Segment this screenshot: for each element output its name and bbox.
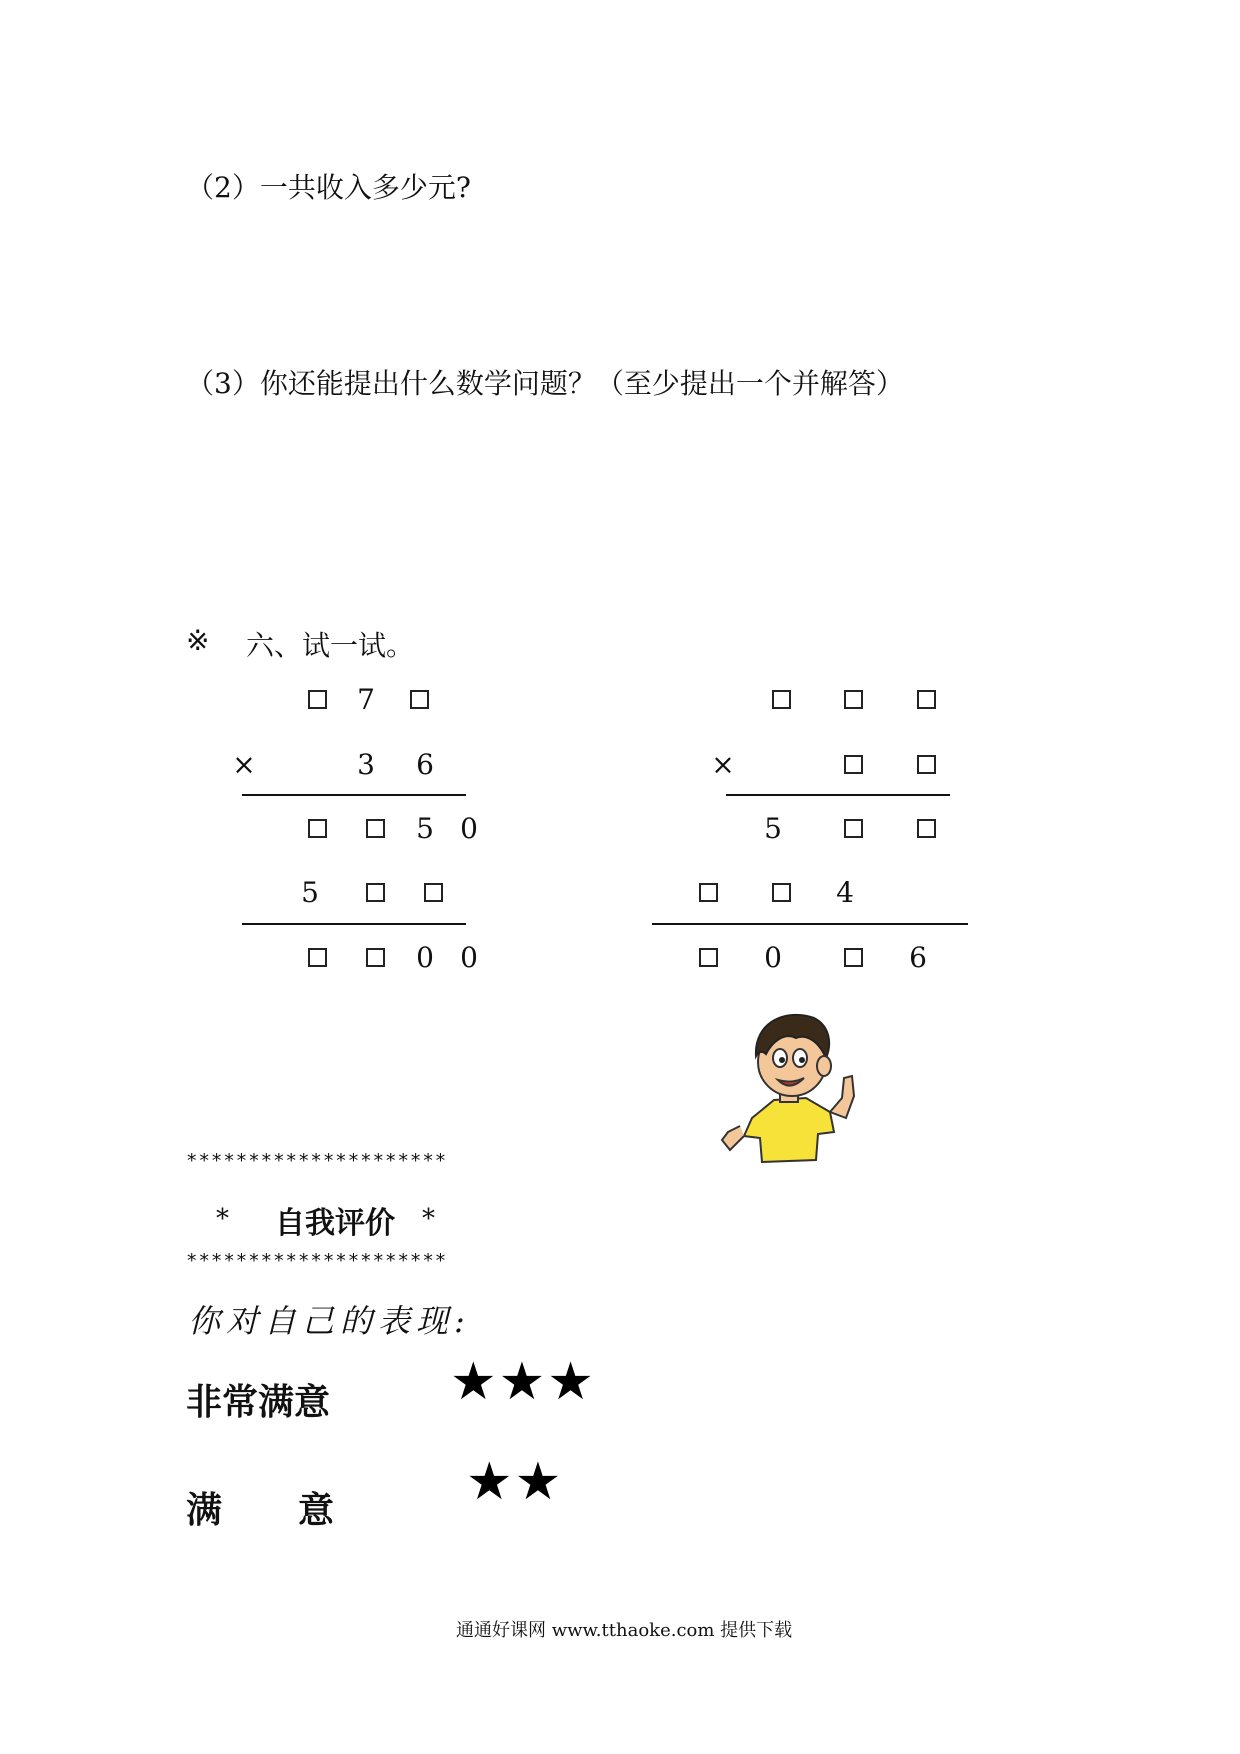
question-3: （3）你还能提出什么数学问题？（至少提出一个并解答） [186, 367, 904, 400]
digit: 3 [357, 748, 375, 781]
answer-box[interactable] [772, 690, 791, 709]
rule-line [726, 794, 950, 796]
answer-box[interactable] [308, 948, 327, 967]
rule-line [242, 923, 466, 925]
answer-box[interactable] [366, 883, 385, 902]
answer-box[interactable] [699, 948, 718, 967]
digit: 4 [836, 876, 854, 909]
digit: 5 [416, 812, 434, 845]
digit: 0 [764, 941, 782, 974]
digit: 7 [357, 683, 375, 716]
star-icon-row-two: ★★ [466, 1452, 564, 1512]
digit: 0 [460, 812, 478, 845]
footer-credit: 通通好课网 www.tthaoke.com 提供下载 [456, 1620, 793, 1641]
digit: 5 [764, 812, 782, 845]
answer-box[interactable] [917, 690, 936, 709]
section-title: 六、试一试。 [246, 629, 415, 662]
star-icon-row-three: ★★★ [450, 1352, 596, 1412]
self-eval-prompt: 你对自己的表现: [188, 1302, 471, 1340]
asterisk-border-bottom: ********************* [186, 1250, 448, 1272]
asterisk-border-top: ********************* [186, 1150, 448, 1172]
rule-line [652, 923, 968, 925]
section-mark: ※ [186, 624, 210, 657]
answer-box[interactable] [917, 755, 936, 774]
answer-box[interactable] [844, 690, 863, 709]
rule-line [242, 794, 466, 796]
digit: 0 [416, 941, 434, 974]
multiply-sign: × [711, 748, 735, 781]
answer-box[interactable] [308, 819, 327, 838]
answer-box[interactable] [410, 690, 429, 709]
digit: 6 [909, 941, 927, 974]
cartoon-boy-illustration [714, 1000, 864, 1170]
answer-box[interactable] [844, 948, 863, 967]
side-asterisk-right: * [422, 1204, 435, 1234]
self-eval-title: 自我评价 [275, 1206, 395, 1241]
answer-box[interactable] [366, 948, 385, 967]
answer-box[interactable] [844, 755, 863, 774]
answer-box[interactable] [699, 883, 718, 902]
answer-box[interactable] [424, 883, 443, 902]
multiply-sign: × [232, 748, 256, 781]
answer-box[interactable] [917, 819, 936, 838]
digit: 5 [301, 876, 319, 909]
answer-box[interactable] [772, 883, 791, 902]
side-asterisk-left: * [216, 1204, 229, 1234]
rating-satisfied-2: 意 [298, 1490, 335, 1531]
answer-box[interactable] [308, 690, 327, 709]
digit: 0 [460, 941, 478, 974]
rating-satisfied-1: 满 [186, 1490, 223, 1531]
question-2: （2）一共收入多少元? [186, 171, 471, 204]
answer-box[interactable] [366, 819, 385, 838]
answer-box[interactable] [844, 819, 863, 838]
rating-very-satisfied: 非常满意 [186, 1382, 331, 1423]
digit: 6 [416, 748, 434, 781]
